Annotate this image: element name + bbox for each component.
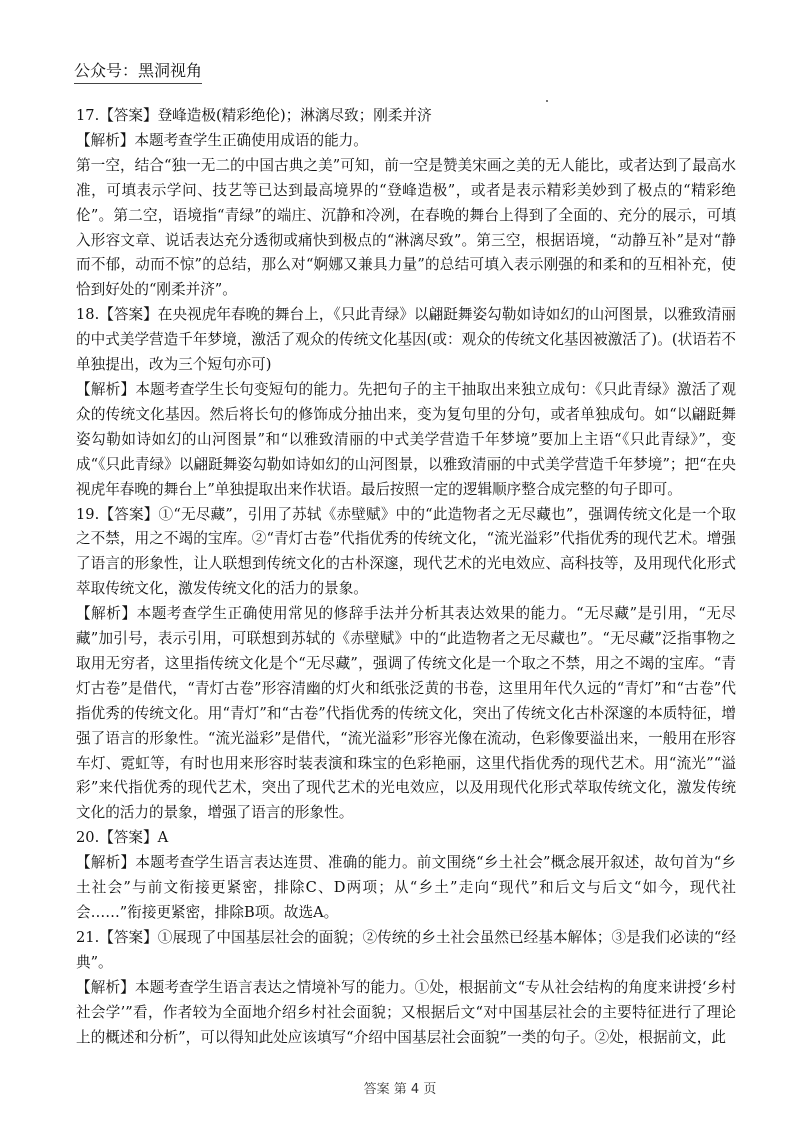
paragraph-q17-answer: 17.【答案】登峰造极(精彩绝伦)；淋漓尽致；刚柔并济 xyxy=(76,107,432,124)
paragraph-q20-answer: 20.【答案】A xyxy=(76,829,169,847)
paragraph-q17-analysis-head: 【解析】本题考查学生正确使用成语的能力。 xyxy=(76,131,368,149)
paragraph-q18-answer: 18.【答案】在央视虎年春晚的舞台上，《只此青绿》以翩跹舞姿勾勒如诗如幻的山河图景，以雅致清丽的中式美学营造千年梦境，激活了观众的传统文化基因(或：观众的传统文化基因被激活了)。(状语若不单独提出，改为三个短句亦可) xyxy=(76,306,736,374)
paragraph-q21-answer: 21.【答案】①展现了中国基层社会的面貌；②传统的乡土社会虽然已经基本解体；③是我们必读的“经典”。 xyxy=(76,928,736,971)
paragraph-q19-answer: 19.【答案】①“无尽藏”，引用了苏轼《赤壁赋》中的“此造物者之无尽藏也”，强调传统文化是一个取之不禁，用之不竭的宝库。②“青灯古卷”代指优秀的传统文化，“流光溢彩”代指优秀的现代艺术。增强了语言的形象性，让人联想到传统文化的古朴深邃，现代艺术的光电效应、高科技等，及用现代化形式萃取传统文化，激发传统文化的活力的景象。 xyxy=(76,505,736,598)
paragraph-q20-analysis: 【解析】本题考查学生语言表达连贯、准确的能力。前文围绕“乡土社会”概念展开叙述，故句首为“乡土社会”与前文衔接更紧密，排除C、D两项；从“乡土”走向“现代”和后文与后文“如今，现代社会……”衔接更紧密，排除B项。故选A。 xyxy=(76,854,736,921)
paragraph-q18-analysis: 【解析】本题考查学生长句变短句的能力。先把句子的主干抽取出来独立成句：《只此青绿》激活了观众的传统文化基因。然后将长句的修饰成分抽出来，变为复句里的分句，或者单独成句。如“以翩跹舞姿勾勒如诗如幻的山河图景”和“以雅致清丽的中式美学营造千年梦境”要加上主语“《只此青绿》”，变成“《只此青绿》以翩跹舞姿勾勒如诗如幻的山河图景，以雅致清丽的中式美学营造千年梦境”；把“在央视虎年春晚的舞台上”单独提取出来作状语。最后按照一定的逻辑顺序整合成完整的句子即可。 xyxy=(76,380,736,498)
paragraph-q19-analysis: 【解析】本题考查学生正确使用常见的修辞手法并分析其表达效果的能力。“无尽藏”是引用，“无尽藏”加引号，表示引用，可联想到苏轼的《赤壁赋》中的“此造物者之无尽藏也”。“无尽藏”泛指事物之取用无穷者，这里指传统文化是个“无尽藏”，强调了传统文化是一个取之不禁，用之不竭的宝库。“青灯古卷”是借代，“青灯古卷”形容清幽的灯火和纸张泛黄的书卷，这里用年代久远的“青灯”和“古卷”代指优秀的传统文化。用“青灯”和“古卷”代指优秀的传统文化，突出了传统文化古朴深邃的本质特征，增强了语言的形象性。“流光溢彩”是借代，“流光溢彩”形容光像在流动，色彩像要溢出来，一般用在形容车灯、霓虹等，有时也用来形容时装表演和珠宝的色彩艳丽，这里代指优秀的现代艺术。用“流光”“溢彩”来代指优秀的现代艺术，突出了现代艺术的光电效应，以及用现代化形式萃取传统文化，激发传统文化的活力的景象，增强了语言的形象性。 xyxy=(76,605,736,822)
stray-dot xyxy=(546,100,548,102)
paragraph-q17-analysis: 第一空，结合“独一无二的中国古典之美”可知，前一空是赞美宋画之美的无人能比，或者达到了最高水准，可填表示学问、技艺等已达到最高境界的“登峰造极”，或者是表示精彩美妙到了极点的“精彩绝伦”。第二空，语境指“青绿”的端庄、沉静和冷冽，在春晚的舞台上得到了全面的、充分的展示，可填入形容文章、说话表达充分透彻或痛快到极点的“淋漓尽致”。第三空，根据语境，“动静互补”是对“静而不郁，动而不惊”的总结，那么对“婀娜又兼具力量”的总结可填入表示刚强的和柔和的互相补充，使恰到好处的“刚柔并济”。 xyxy=(76,156,736,299)
page-footer: 答案 第 4 页 xyxy=(363,1082,437,1097)
paragraph-q21-analysis: 【解析】本题考查学生语言表达之情境补写的能力。①处，根据前文“专从社会结构的角度来讲授‘乡村社会学’”看，作者较为全面地介绍乡村社会面貌；又根据后文“对中国基层社会的主要特征进行了理论上的概述和分析”，可以得知此处应该填写“介绍中国基层社会面貌”一类的句子。②处，根据前文，此 xyxy=(76,978,736,1046)
watermark-label: 公众号：黑洞视角 xyxy=(74,58,202,84)
answer-content xyxy=(76,104,736,1050)
